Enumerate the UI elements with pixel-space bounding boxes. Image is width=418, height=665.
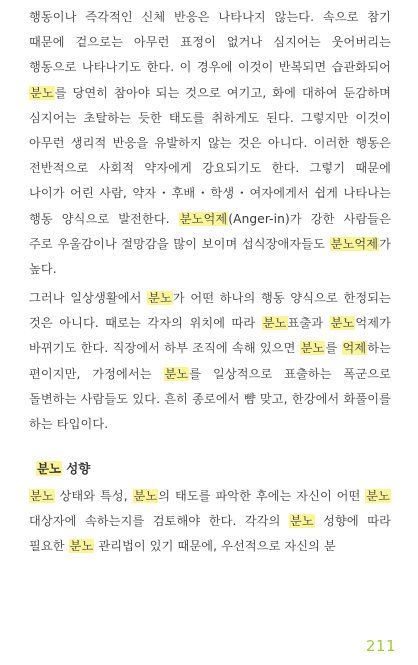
highlighted-term: 분노 xyxy=(300,341,325,356)
text-run: 를 당연히 참아야 되는 것으로 여기고, 화에 대하여 둔감하며 심지어는 초탈하는 듯한 태도를 취하게도 된다. 그렇지만 이것이 아무런 생리적 반응을 유발하지 않는 것은 아니다. 이러한 행동은 전반적으로 사회적 약자에게 강요되기도 한다. 그렇기 때문에 나이가 어린 사람, 약자・후배・학생・여자에게서 쉽게 나타나는 행동 양식으로 발전한다. xyxy=(29,85,391,226)
text-run: 관리법이 있기 때문에, 우선적으로 자신의 분 xyxy=(94,539,336,554)
text-run: 성향에 따라 필요한 xyxy=(29,514,391,554)
section-heading xyxy=(36,459,90,479)
highlighted-term: 분노 xyxy=(164,366,189,381)
highlighted-term: 분노억제 xyxy=(330,236,379,251)
text-run: 가 높다. xyxy=(29,236,391,277)
paragraph-3 xyxy=(29,484,391,560)
highlighted-term: 분노 xyxy=(69,539,94,554)
text-run: 억제가 바뀌기도 한다. 직장에서 하부 조직에 속해 있으면 xyxy=(29,316,391,356)
text-run: 하는 편이지만, 가정에서는 xyxy=(29,341,391,381)
text-run: 그러나 일상생활에서 xyxy=(29,291,148,305)
highlighted-term: 분노 xyxy=(148,291,172,305)
text-run: (Anger-in)가 강한 사람들은 주로 우울감이나 절망감을 많이 보이며 섭식장애자들도 xyxy=(29,211,391,251)
highlighted-term: 분노 xyxy=(133,489,158,503)
highlighted-term: 분노 xyxy=(366,489,390,503)
highlighted-term: 분노억제 xyxy=(179,211,228,226)
highlighted-term: 분노 xyxy=(30,85,54,100)
text-run: 표출과 xyxy=(287,316,330,331)
text-run: 가 어떤 하나의 행동 양식으로 한정되는 것은 아니다. 때로는 각자의 위치에 따라 xyxy=(29,291,391,331)
highlighted-term: 분노 xyxy=(330,316,355,331)
section-heading-text: 성향 xyxy=(61,461,91,476)
paragraph-1 xyxy=(29,5,391,282)
text-run: 행동이나 즉각적인 신체 반응은 나타나지 않는다. 속으로 참기 때문에 겉으로는 아무런 표정이 없거나 심지어는 웃어버리는 행동으로 나타나기도 한다. 이 경우에 이것이 반복되면 습관화되어 xyxy=(29,10,391,75)
text-run: 의 태도를 파악한 후에는 자신이 어떤 xyxy=(158,489,366,503)
text-run: 를 일상적으로 표출하는 폭군으로 돌변하는 사람들도 있다. 흔히 종로에서 뺨 맞고, 한강에서 화풀이를 하는 타입이다. xyxy=(29,366,391,432)
highlighted-term: 분노 xyxy=(30,489,54,503)
text-run: 를 xyxy=(325,341,342,356)
section-heading-highlight: 분노 xyxy=(37,461,61,476)
paragraph-2 xyxy=(29,286,391,437)
highlighted-term: 분노 xyxy=(289,514,314,529)
highlighted-term: 억제 xyxy=(342,341,367,356)
text-run: 상태와 특성, xyxy=(54,489,133,503)
text-run: 대상자에 속하는지를 검토해야 한다. 각각의 xyxy=(29,514,289,529)
page-number: 211 xyxy=(365,637,396,655)
highlighted-term: 분노 xyxy=(262,316,287,331)
